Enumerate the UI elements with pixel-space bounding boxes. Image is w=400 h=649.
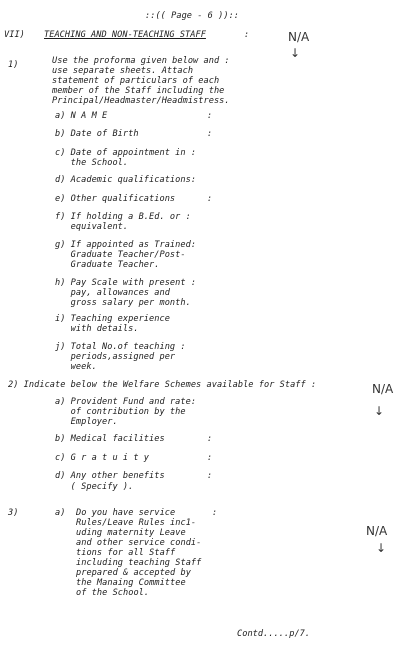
q1-item-appointment: c) Date of appointment in :	[55, 148, 197, 158]
q3-line: Do you have service	[76, 508, 176, 518]
q3-line: of the School.	[76, 588, 150, 598]
q1-intro-line: use separate sheets. Attach	[52, 66, 194, 76]
continuation-note: Contd.....p/7.	[237, 629, 311, 639]
handwritten-arrow-icon: ↓	[374, 404, 385, 418]
q3-colon: :	[212, 508, 218, 518]
q2-item-gratuity-colon: :	[207, 453, 213, 463]
handwritten-na-mark: N/A	[366, 524, 388, 538]
q3-item-label: a)	[55, 508, 66, 518]
q2-item-other-benefits-colon: :	[207, 471, 213, 481]
q1-intro-line: statement of particulars of each	[52, 76, 220, 86]
q2-item-medical-colon: :	[207, 434, 213, 444]
q2-item-other-benefits: d) Any other benefits	[55, 471, 165, 481]
q1-item-experience: with details.	[55, 324, 139, 334]
section-colon: :	[244, 30, 250, 40]
handwritten-arrow-icon: ↓	[290, 46, 301, 60]
q1-item-trained: g) If appointed as Trained:	[55, 240, 197, 250]
q3-line: Rules/Leave Rules inc1-	[76, 518, 197, 528]
q1-item-trained: Graduate Teacher.	[55, 260, 160, 270]
section-title: TEACHING AND NON-TEACHING STAFF	[44, 30, 206, 40]
q1-item-name: a) N A M E	[55, 111, 108, 121]
q3-line: prepared & accepted by	[76, 568, 191, 578]
section-number: VII)	[4, 30, 25, 40]
q1-item-trained: Graduate Teacher/Post-	[55, 250, 186, 260]
q2-intro: 2) Indicate below the Welfare Schemes available for Staff :	[8, 380, 317, 390]
q2-item-medical: b) Medical facilities	[55, 434, 165, 444]
q1-item-payscale: h) Pay Scale with present :	[55, 278, 197, 288]
q1-intro-line: Principal/Headmaster/Headmistress.	[52, 96, 230, 106]
q1-item-other-qual-colon: :	[207, 194, 213, 204]
q1-item-payscale: pay, allowances and	[55, 288, 170, 298]
q2-item-provident-fund: of contribution by the	[55, 407, 186, 417]
q1-item-dob: b) Date of Birth	[55, 129, 139, 139]
q1-item-payscale: gross salary per month.	[55, 298, 191, 308]
handwritten-arrow-icon: ↓	[376, 541, 387, 555]
q1-item-academic: d) Academic qualifications:	[55, 175, 197, 185]
q1-item-dob-colon: :	[207, 129, 213, 139]
q3-line: and other service condi-	[76, 538, 202, 548]
q1-item-periods: j) Total No.of teaching :	[55, 342, 186, 352]
q1-item-appointment: the School.	[55, 158, 129, 168]
q2-item-provident-fund: a) Provident Fund and rate:	[55, 397, 197, 407]
q1-item-name-colon: :	[207, 111, 213, 121]
page-header: ::(( Page - 6 ))::	[145, 11, 240, 21]
q1-item-bed: equivalent.	[55, 222, 129, 232]
q3-line: the Manaing Committee	[76, 578, 186, 588]
q1-item-periods: periods,assigned per	[55, 352, 176, 362]
q2-item-gratuity: c) G r a t u i t y	[55, 453, 150, 463]
q3-number: 3)	[8, 508, 19, 518]
q1-item-periods: week.	[55, 362, 97, 372]
q2-item-other-benefits: ( Specify ).	[55, 482, 134, 492]
q1-number: 1)	[8, 60, 19, 70]
q3-line: including teaching Staff	[76, 558, 202, 568]
q1-intro-line: member of the Staff including the	[52, 86, 225, 96]
q1-item-experience: i) Teaching experience	[55, 314, 170, 324]
handwritten-na-mark: N/A	[288, 30, 310, 44]
q1-intro-line: Use the proforma given below and :	[52, 56, 230, 66]
q3-line: tions for all Staff	[76, 548, 176, 558]
handwritten-na-mark: N/A	[372, 382, 394, 396]
q1-item-other-qual: e) Other qualifications	[55, 194, 176, 204]
q3-line: uding maternity Leave	[76, 528, 186, 538]
q1-item-bed: f) If holding a B.Ed. or :	[55, 212, 191, 222]
q2-item-provident-fund: Employer.	[55, 417, 118, 427]
